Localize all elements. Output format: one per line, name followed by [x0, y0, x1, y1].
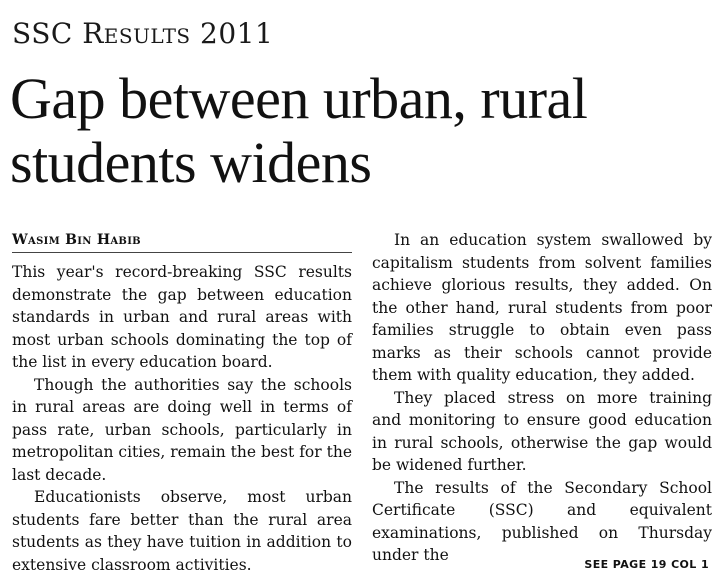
paragraph: They placed stress on more training and monitoring to ensure good education in rural schools, otherwise the gap would be widened further. [372, 388, 712, 474]
paragraph: In an education system swallowed by capitalism students from solvent families achieve glorious results, they added. On the other hand, rural students from poor families struggle to obtain even pass marks as their schools cannot provide them with quality education, they added. [372, 231, 712, 384]
paragraph: Though the authorities say the schools in rural areas are doing well in terms of pass rate, urban schools, particularly in metropolitan cities, remain the best for the last decade. [12, 375, 352, 484]
column-left [12, 261, 352, 576]
section-kicker: SSC Results 2011 [12, 17, 274, 50]
paragraph: Educationists observe, most urban students fare better than the rural area students as they have tuition in addition to extensive classroom activities. [12, 488, 352, 574]
column-right [372, 229, 712, 567]
headline: Gap between urban, rural students widens [10, 66, 588, 195]
byline: Wasim Bin Habib [12, 232, 141, 248]
byline-divider [12, 252, 352, 253]
paragraph: This year's record-breaking SSC results demonstrate the gap between education standards in urban and rural areas with most urban schools dominating the top of the list in every education board. [12, 263, 352, 371]
paragraph: The results of the Secondary School Certificate (SSC) and equivalent examinations, published on Thursday under the [372, 478, 712, 564]
continuation-reference[interactable]: SEE PAGE 19 COL 1 [584, 558, 709, 571]
